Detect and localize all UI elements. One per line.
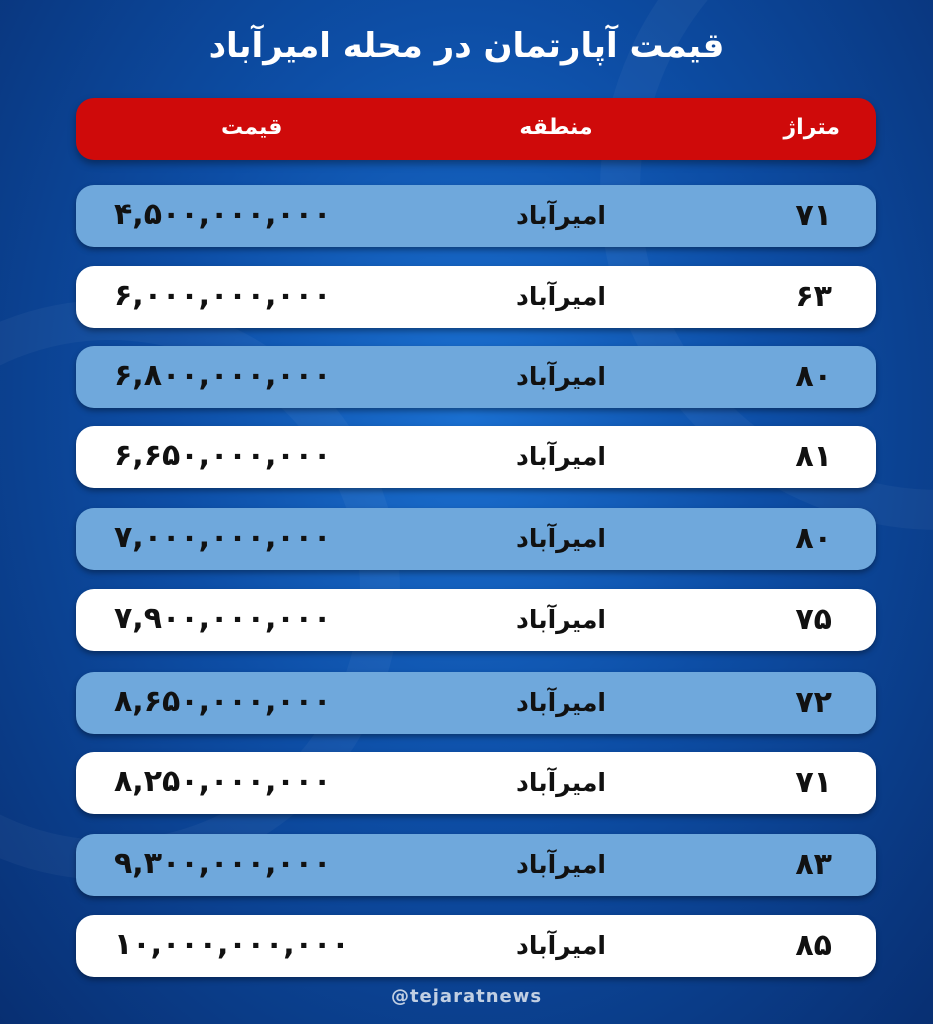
row-region: امیرآباد	[516, 688, 606, 717]
row-region: امیرآباد	[516, 362, 606, 391]
source-handle: @tejaratnews	[390, 986, 543, 1007]
row-area: ۷۱	[795, 765, 832, 800]
row-price: ۶,۶۵۰,۰۰۰,۰۰۰	[114, 438, 332, 473]
row-region: امیرآباد	[516, 768, 606, 797]
table-row	[76, 346, 876, 408]
row-area: ۶۳	[795, 279, 832, 314]
table-header	[76, 98, 876, 160]
row-price: ۶,۸۰۰,۰۰۰,۰۰۰	[114, 358, 332, 393]
table-row	[76, 508, 876, 570]
table-row	[76, 266, 876, 328]
row-price: ۹,۳۰۰,۰۰۰,۰۰۰	[114, 846, 332, 881]
row-price: ۸,۶۵۰,۰۰۰,۰۰۰	[114, 684, 332, 719]
table-row	[76, 672, 876, 734]
row-region: امیرآباد	[516, 605, 606, 634]
table-row	[76, 185, 876, 247]
row-area: ۸۰	[795, 359, 832, 394]
row-region: امیرآباد	[516, 931, 606, 960]
table-row	[76, 834, 876, 896]
table-row	[76, 589, 876, 651]
header-area: متراژ	[783, 115, 840, 140]
header-region: منطقه	[519, 115, 593, 140]
row-price: ۶,۰۰۰,۰۰۰,۰۰۰	[114, 278, 332, 313]
row-area: ۷۲	[795, 685, 832, 720]
row-area: ۸۵	[795, 928, 832, 963]
row-region: امیرآباد	[516, 201, 606, 230]
row-area: ۸۳	[795, 847, 832, 882]
table-row	[76, 915, 876, 977]
row-area: ۷۵	[795, 602, 832, 637]
row-area: ۷۱	[795, 198, 832, 233]
row-price: ۴,۵۰۰,۰۰۰,۰۰۰	[114, 197, 332, 232]
row-region: امیرآباد	[516, 442, 606, 471]
page-title: قیمت آپارتمان در محله امیرآباد	[208, 26, 725, 66]
row-region: امیرآباد	[516, 850, 606, 879]
table-row	[76, 426, 876, 488]
row-area: ۸۰	[795, 521, 832, 556]
table-row	[76, 752, 876, 814]
row-price: ۱۰,۰۰۰,۰۰۰,۰۰۰	[114, 927, 350, 962]
row-price: ۷,۰۰۰,۰۰۰,۰۰۰	[114, 520, 332, 555]
row-region: امیرآباد	[516, 524, 606, 553]
header-price: قیمت	[221, 115, 283, 140]
row-region: امیرآباد	[516, 282, 606, 311]
row-price: ۷,۹۰۰,۰۰۰,۰۰۰	[114, 601, 332, 636]
row-area: ۸۱	[795, 439, 832, 474]
row-price: ۸,۲۵۰,۰۰۰,۰۰۰	[114, 764, 332, 799]
